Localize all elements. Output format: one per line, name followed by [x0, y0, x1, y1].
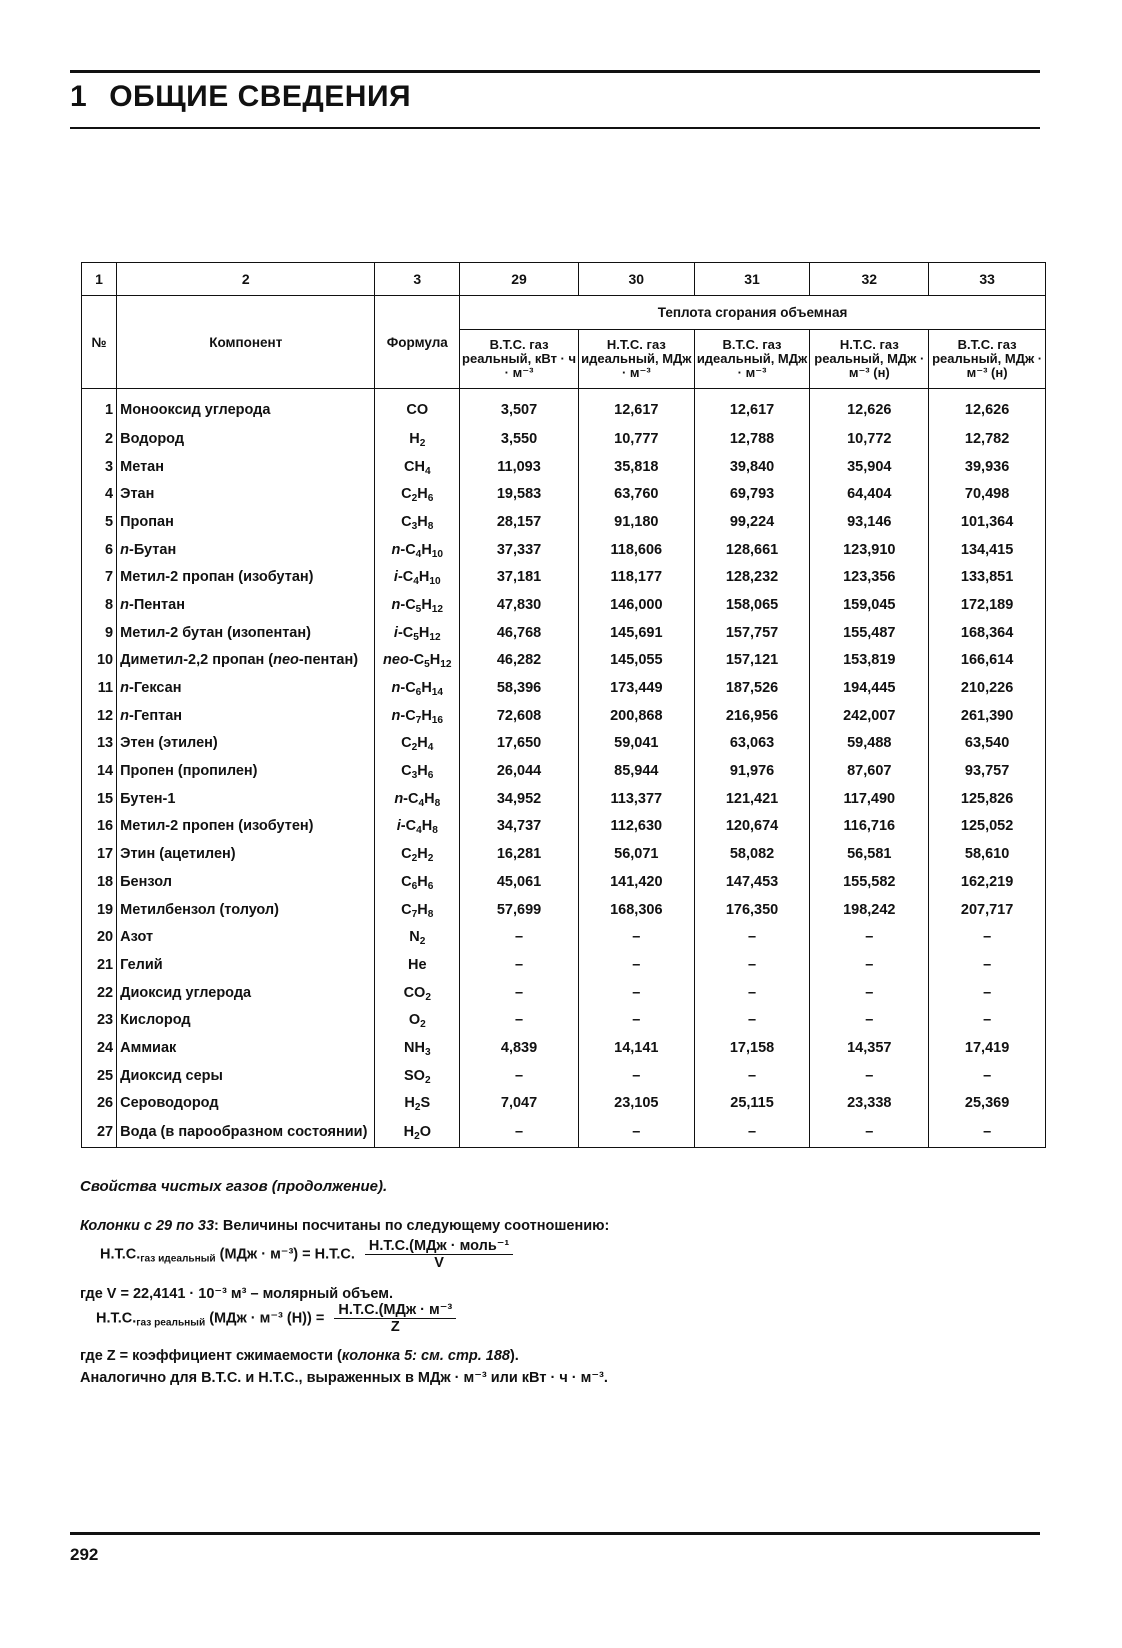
component-formula: $H_2S$: [375, 1090, 460, 1118]
row-number: 26: [82, 1090, 117, 1118]
value-cell: 17,650: [460, 730, 579, 758]
value-cell: 35,818: [578, 453, 694, 481]
chapter-number: 1: [70, 80, 88, 113]
value-cell: 153,819: [810, 647, 929, 675]
value-cell: 12,617: [578, 389, 694, 426]
table-row: [82, 979, 1046, 1007]
row-number: 4: [82, 480, 117, 508]
value-cell: 155,487: [810, 619, 929, 647]
formula1-denominator: V: [434, 1255, 444, 1271]
value-cell: –: [694, 1062, 810, 1090]
component-formula: $n-C_4H_{10}$: [375, 536, 460, 564]
value-cell: –: [810, 951, 929, 979]
value-cell: 14,141: [578, 1034, 694, 1062]
header-value-col: Н.Т.С. газ реальный, МДж · м⁻³ (н): [810, 330, 929, 389]
value-cell: 63,760: [578, 480, 694, 508]
component-formula: $H_2$: [375, 425, 460, 453]
column-number: 29: [460, 263, 579, 296]
value-cell: –: [929, 1117, 1046, 1148]
value-cell: –: [578, 1006, 694, 1034]
component-formula: $O_2$: [375, 1006, 460, 1034]
value-cell: 141,420: [578, 868, 694, 896]
value-cell: –: [929, 1062, 1046, 1090]
value-cell: 261,390: [929, 702, 1046, 730]
header-formula: Формула: [375, 296, 460, 389]
component-name: Метан: [117, 453, 375, 481]
row-number: 3: [82, 453, 117, 481]
value-cell: 23,338: [810, 1090, 929, 1118]
value-cell: 17,419: [929, 1034, 1046, 1062]
value-cell: –: [694, 923, 810, 951]
value-cell: –: [460, 979, 579, 1007]
component-formula: neo-$C_5H_{12}$: [375, 647, 460, 675]
table-row: [82, 868, 1046, 896]
value-cell: –: [578, 1062, 694, 1090]
component-formula: $C_2H_6$: [375, 480, 460, 508]
value-cell: –: [460, 951, 579, 979]
value-cell: 125,826: [929, 785, 1046, 813]
value-cell: 59,488: [810, 730, 929, 758]
component-name: Водород: [117, 425, 375, 453]
table-row: [82, 619, 1046, 647]
component-formula: $C_3H_6$: [375, 757, 460, 785]
value-cell: 19,583: [460, 480, 579, 508]
value-cell: 17,158: [694, 1034, 810, 1062]
component-name: Метил-2 пропен (изобутен): [117, 813, 375, 841]
value-cell: –: [810, 1117, 929, 1148]
component-formula: $CH_4$: [375, 453, 460, 481]
component-formula: $C_7H_8$: [375, 896, 460, 924]
table-row: [82, 453, 1046, 481]
row-number: 21: [82, 951, 117, 979]
value-cell: 85,944: [578, 757, 694, 785]
component-formula: $i-C_4H_{10}$: [375, 563, 460, 591]
value-cell: 47,830: [460, 591, 579, 619]
value-cell: 12,788: [694, 425, 810, 453]
page-number: 292: [70, 1545, 99, 1564]
value-cell: 12,782: [929, 425, 1046, 453]
table-row: [82, 508, 1046, 536]
value-cell: –: [578, 979, 694, 1007]
title-rule: [70, 127, 1040, 129]
value-cell: 16,281: [460, 840, 579, 868]
value-cell: 162,219: [929, 868, 1046, 896]
value-cell: 39,840: [694, 453, 810, 481]
table-row: [82, 591, 1046, 619]
row-number: 23: [82, 1006, 117, 1034]
table-row: [82, 785, 1046, 813]
notes-intro: [80, 1218, 609, 1234]
component-name: Аммиак: [117, 1034, 375, 1062]
table-row: [82, 647, 1046, 675]
formula1-units: (МДж · м⁻³) = Н.Т.С.: [219, 1246, 355, 1263]
value-cell: 58,082: [694, 840, 810, 868]
value-cell: 123,356: [810, 563, 929, 591]
table-row: [82, 1062, 1046, 1090]
value-cell: 120,674: [694, 813, 810, 841]
value-cell: 93,146: [810, 508, 929, 536]
value-cell: 10,777: [578, 425, 694, 453]
row-number: 22: [82, 979, 117, 1007]
table-row: [82, 563, 1046, 591]
value-cell: –: [578, 923, 694, 951]
row-number: 1: [82, 389, 117, 426]
top-rule: [70, 70, 1040, 73]
notes-intro-label: Колонки с 29 по 33: [80, 1218, 215, 1234]
formula2-denominator: Z: [390, 1319, 400, 1335]
component-formula: $i-C_5H_{12}$: [375, 619, 460, 647]
component-formula: $i-C_4H_8$: [375, 813, 460, 841]
value-cell: 58,396: [460, 674, 579, 702]
value-cell: 59,041: [578, 730, 694, 758]
gas-properties-table: [81, 262, 1046, 1148]
value-cell: 118,606: [578, 536, 694, 564]
value-cell: 34,737: [460, 813, 579, 841]
table-body: [82, 389, 1046, 1148]
value-cell: 207,717: [929, 896, 1046, 924]
value-cell: 116,716: [810, 813, 929, 841]
row-number: 14: [82, 757, 117, 785]
value-cell: –: [810, 1062, 929, 1090]
component-name: Диоксид углерода: [117, 979, 375, 1007]
value-cell: 87,607: [810, 757, 929, 785]
bottom-rule: [70, 1532, 1040, 1535]
header-value-col: В.Т.С. газ реальный, кВт · ч · м⁻³: [460, 330, 579, 389]
analog-line: Аналогично для В.Т.С. и Н.Т.С., выраженных в МДж · м⁻³ или кВт · ч · м⁻³.: [80, 1370, 608, 1386]
row-number: 2: [82, 425, 117, 453]
value-cell: –: [810, 923, 929, 951]
table-row: [82, 951, 1046, 979]
row-number: 13: [82, 730, 117, 758]
value-cell: –: [929, 951, 1046, 979]
value-cell: –: [929, 923, 1046, 951]
column-number: 2: [117, 263, 375, 296]
value-cell: 26,044: [460, 757, 579, 785]
value-cell: 4,839: [460, 1034, 579, 1062]
value-cell: 11,093: [460, 453, 579, 481]
row-number: 11: [82, 674, 117, 702]
value-cell: 145,055: [578, 647, 694, 675]
component-name: Метил-2 бутан (изопентан): [117, 619, 375, 647]
value-cell: 128,232: [694, 563, 810, 591]
value-cell: 56,581: [810, 840, 929, 868]
value-cell: 28,157: [460, 508, 579, 536]
value-cell: 25,369: [929, 1090, 1046, 1118]
component-name: Бензол: [117, 868, 375, 896]
value-cell: 172,189: [929, 591, 1046, 619]
component-formula: $NH_3$: [375, 1034, 460, 1062]
value-cell: 12,626: [929, 389, 1046, 426]
component-name: Гелий: [117, 951, 375, 979]
component-name: n-Гексан: [117, 674, 375, 702]
component-formula: $N_2$: [375, 923, 460, 951]
value-cell: 101,364: [929, 508, 1046, 536]
value-cell: –: [694, 979, 810, 1007]
row-number: 5: [82, 508, 117, 536]
value-cell: –: [694, 1006, 810, 1034]
row-number: 18: [82, 868, 117, 896]
value-cell: 168,364: [929, 619, 1046, 647]
value-cell: 194,445: [810, 674, 929, 702]
table-row: [82, 674, 1046, 702]
value-cell: 173,449: [578, 674, 694, 702]
value-cell: 35,904: [810, 453, 929, 481]
value-cell: 46,768: [460, 619, 579, 647]
value-cell: 58,610: [929, 840, 1046, 868]
value-cell: –: [810, 1006, 929, 1034]
value-cell: 146,000: [578, 591, 694, 619]
component-name: Кислород: [117, 1006, 375, 1034]
compressibility-line: [80, 1348, 519, 1364]
group-header-row: [82, 296, 1046, 330]
column-number: 31: [694, 263, 810, 296]
value-cell: 242,007: [810, 702, 929, 730]
value-cell: 45,061: [460, 868, 579, 896]
value-cell: 56,071: [578, 840, 694, 868]
value-cell: 3,550: [460, 425, 579, 453]
header-value-col: В.Т.С. газ идеальный, МДж · м⁻³: [694, 330, 810, 389]
component-name: Этен (этилен): [117, 730, 375, 758]
row-number: 9: [82, 619, 117, 647]
table-row: [82, 813, 1046, 841]
value-cell: 34,952: [460, 785, 579, 813]
value-cell: 198,242: [810, 896, 929, 924]
value-cell: 159,045: [810, 591, 929, 619]
molar-volume-line: где V = 22,4141 · 10⁻³ м³ – молярный объем.: [80, 1286, 394, 1302]
table-row: [82, 923, 1046, 951]
component-formula: $n-C_5H_{12}$: [375, 591, 460, 619]
row-number: 12: [82, 702, 117, 730]
chapter-title: [70, 80, 411, 114]
component-formula: $n-C_6H_{14}$: [375, 674, 460, 702]
column-number-row: [82, 263, 1046, 296]
table-row: [82, 702, 1046, 730]
component-formula: $CO_2$: [375, 979, 460, 1007]
table-row: [82, 536, 1046, 564]
table-row: [82, 1117, 1046, 1148]
component-name: n-Гептан: [117, 702, 375, 730]
component-formula: $C_2H_4$: [375, 730, 460, 758]
value-cell: –: [929, 1006, 1046, 1034]
value-cell: 187,526: [694, 674, 810, 702]
value-cell: 117,490: [810, 785, 929, 813]
value-cell: 176,350: [694, 896, 810, 924]
row-number: 16: [82, 813, 117, 841]
value-cell: 69,793: [694, 480, 810, 508]
z-line-a: где Z = коэффициент сжимаемости (: [80, 1348, 342, 1364]
value-cell: 63,540: [929, 730, 1046, 758]
value-cell: 12,626: [810, 389, 929, 426]
value-cell: 70,498: [929, 480, 1046, 508]
value-cell: 23,105: [578, 1090, 694, 1118]
value-cell: 63,063: [694, 730, 810, 758]
component-name: Диметил-2,2 пропан (neo-пентан): [117, 647, 375, 675]
header-heat-of-combustion: Теплота сгорания объемная: [460, 296, 1046, 330]
table-row: [82, 896, 1046, 924]
component-name: Бутен-1: [117, 785, 375, 813]
component-formula: $C_3H_8$: [375, 508, 460, 536]
component-formula: $H_2O$: [375, 1117, 460, 1148]
column-number: 1: [82, 263, 117, 296]
formula2-numerator: Н.Т.С.(МДж · м⁻³: [334, 1302, 456, 1319]
value-cell: 46,282: [460, 647, 579, 675]
table-caption: Свойства чистых газов (продолжение).: [80, 1178, 388, 1195]
component-name: Азот: [117, 923, 375, 951]
z-line-b: ).: [509, 1348, 519, 1364]
formula1-fraction: [365, 1238, 513, 1271]
value-cell: –: [810, 979, 929, 1007]
value-cell: –: [460, 923, 579, 951]
value-cell: 147,453: [694, 868, 810, 896]
value-cell: 72,608: [460, 702, 579, 730]
row-number: 25: [82, 1062, 117, 1090]
value-cell: 155,582: [810, 868, 929, 896]
component-formula: $SO_2$: [375, 1062, 460, 1090]
component-name: Этин (ацетилен): [117, 840, 375, 868]
value-cell: 37,181: [460, 563, 579, 591]
table-row: [82, 1090, 1046, 1118]
value-cell: 210,226: [929, 674, 1046, 702]
value-cell: 125,052: [929, 813, 1046, 841]
table-row: [82, 425, 1046, 453]
value-cell: 166,614: [929, 647, 1046, 675]
header-value-col: Н.Т.С. газ идеальный, МДж · м⁻³: [578, 330, 694, 389]
column-number: 3: [375, 263, 460, 296]
chapter-title-text: ОБЩИЕ СВЕДЕНИЯ: [109, 80, 412, 113]
value-cell: 12,617: [694, 389, 810, 426]
value-cell: –: [929, 979, 1046, 1007]
row-number: 17: [82, 840, 117, 868]
value-cell: 134,415: [929, 536, 1046, 564]
value-cell: 121,421: [694, 785, 810, 813]
value-cell: 168,306: [578, 896, 694, 924]
notes-intro-text: : Величины посчитаны по следующему соотношению:: [214, 1218, 610, 1234]
formula2-lhs: Н.Т.С.: [96, 1310, 137, 1327]
column-number: 33: [929, 263, 1046, 296]
value-cell: –: [694, 1117, 810, 1148]
value-cell: –: [578, 1117, 694, 1148]
header-no: №: [82, 296, 117, 389]
value-cell: –: [460, 1006, 579, 1034]
value-cell: 133,851: [929, 563, 1046, 591]
row-number: 27: [82, 1117, 117, 1148]
component-formula: He: [375, 951, 460, 979]
component-name: n-Бутан: [117, 536, 375, 564]
formula2-units: (МДж · м⁻³ (Н)) =: [209, 1310, 325, 1327]
formula-ideal: [100, 1238, 513, 1271]
table-row: [82, 730, 1046, 758]
component-formula: $n-C_7H_{16}$: [375, 702, 460, 730]
component-name: Пропан: [117, 508, 375, 536]
value-cell: 145,691: [578, 619, 694, 647]
value-cell: 157,757: [694, 619, 810, 647]
z-line-ref: колонка 5: см. стр. 188: [341, 1348, 510, 1364]
value-cell: 123,910: [810, 536, 929, 564]
value-cell: 64,404: [810, 480, 929, 508]
value-cell: –: [694, 951, 810, 979]
value-cell: 25,115: [694, 1090, 810, 1118]
value-cell: 3,507: [460, 389, 579, 426]
component-name: n-Пентан: [117, 591, 375, 619]
formula1-lhs: Н.Т.С.: [100, 1246, 141, 1263]
value-cell: 128,661: [694, 536, 810, 564]
value-cell: 118,177: [578, 563, 694, 591]
row-number: 8: [82, 591, 117, 619]
component-formula: $C_2H_2$: [375, 840, 460, 868]
table-row: [82, 1006, 1046, 1034]
value-cell: 91,180: [578, 508, 694, 536]
value-cell: 93,757: [929, 757, 1046, 785]
value-cell: 57,699: [460, 896, 579, 924]
row-number: 10: [82, 647, 117, 675]
value-cell: 99,224: [694, 508, 810, 536]
component-name: Метил-2 пропан (изобутан): [117, 563, 375, 591]
value-cell: –: [460, 1062, 579, 1090]
value-cell: 200,868: [578, 702, 694, 730]
value-cell: 37,337: [460, 536, 579, 564]
value-cell: 113,377: [578, 785, 694, 813]
component-name: Диоксид серы: [117, 1062, 375, 1090]
formula1-numerator: Н.Т.С.(МДж · моль⁻¹: [365, 1238, 513, 1255]
formula1-sub: газ идеальный: [140, 1253, 216, 1265]
row-number: 7: [82, 563, 117, 591]
table-row: [82, 480, 1046, 508]
component-name: Вода (в парообразном состоянии): [117, 1117, 375, 1148]
component-name: Монооксид углерода: [117, 389, 375, 426]
value-cell: 216,956: [694, 702, 810, 730]
formula2-sub: газ реальный: [136, 1317, 206, 1329]
formula2-fraction: [334, 1302, 456, 1335]
value-cell: 10,772: [810, 425, 929, 453]
table-row: [82, 757, 1046, 785]
component-name: Сероводород: [117, 1090, 375, 1118]
value-cell: 157,121: [694, 647, 810, 675]
value-cell: 7,047: [460, 1090, 579, 1118]
component-name: Пропен (пропилен): [117, 757, 375, 785]
value-cell: 39,936: [929, 453, 1046, 481]
row-number: 6: [82, 536, 117, 564]
component-formula: $n-C_4H_8$: [375, 785, 460, 813]
table-row: [82, 389, 1046, 426]
column-number: 32: [810, 263, 929, 296]
header-value-col: В.Т.С. газ реальный, МДж · м⁻³ (н): [929, 330, 1046, 389]
column-number: 30: [578, 263, 694, 296]
formula-real: [96, 1302, 456, 1335]
component-formula: $C_6H_6$: [375, 868, 460, 896]
component-name: Метилбензол (толуол): [117, 896, 375, 924]
value-cell: 158,065: [694, 591, 810, 619]
component-formula: CO: [375, 389, 460, 426]
row-number: 20: [82, 923, 117, 951]
row-number: 24: [82, 1034, 117, 1062]
value-cell: –: [460, 1117, 579, 1148]
row-number: 19: [82, 896, 117, 924]
value-cell: 14,357: [810, 1034, 929, 1062]
component-name: Этан: [117, 480, 375, 508]
table-row: [82, 1034, 1046, 1062]
header-component: Компонент: [117, 296, 375, 389]
value-cell: 112,630: [578, 813, 694, 841]
table-row: [82, 840, 1046, 868]
value-cell: –: [578, 951, 694, 979]
value-cell: 91,976: [694, 757, 810, 785]
row-number: 15: [82, 785, 117, 813]
